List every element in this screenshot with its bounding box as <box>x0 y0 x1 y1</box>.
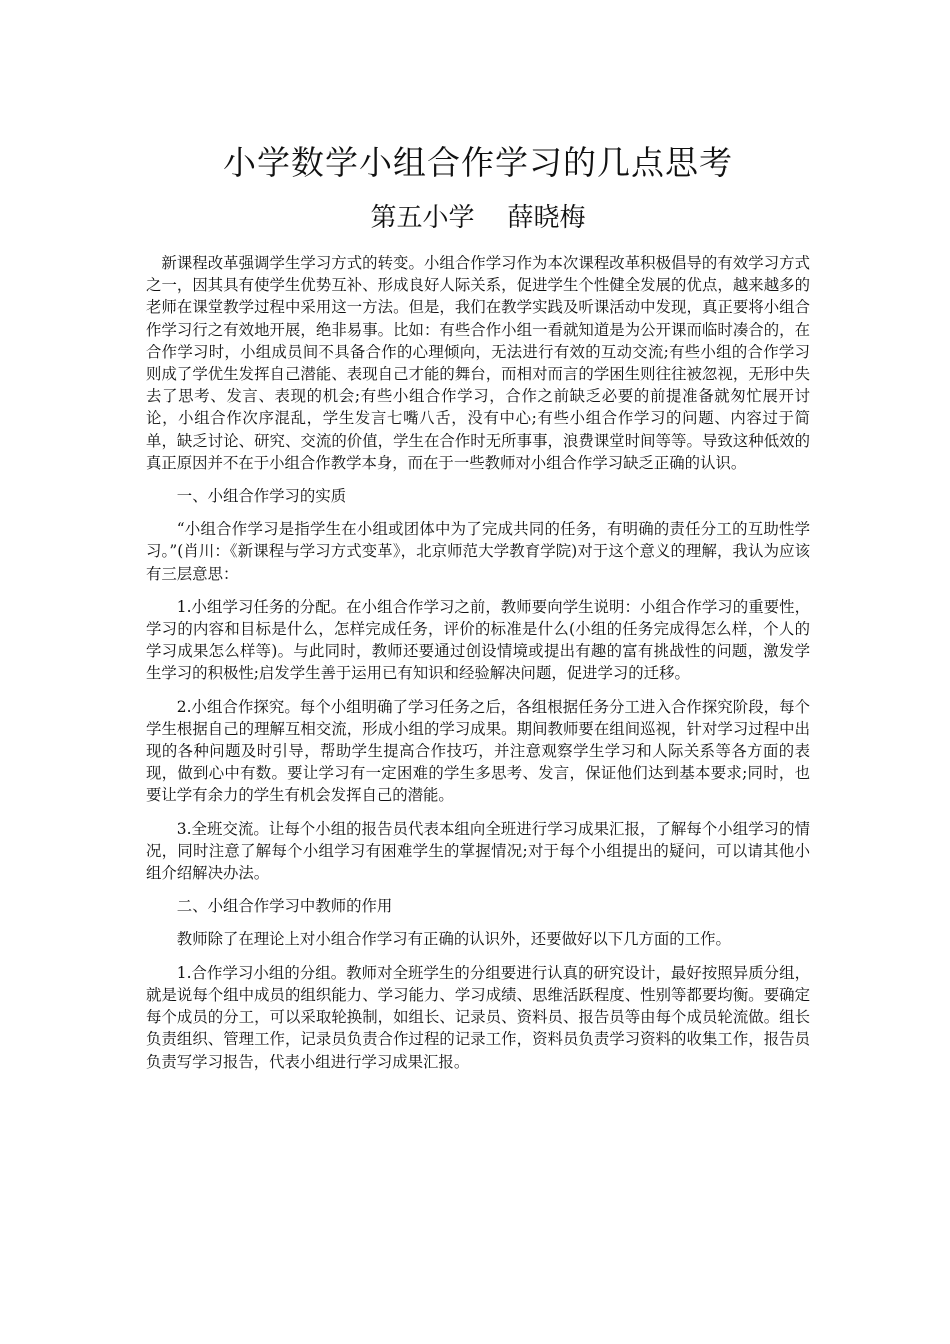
point-2-paragraph: 2.小组合作探究。每个小组明确了学习任务之后，各组根据任务分工进入合作探究阶段，每个学生根据自己的理解互相交流，形成小组的学习成果。期间教师要在组间巡视，针对学习过程中出现的各种问题及时引导，帮助学生提高合作技巧，并注意观察学生学习和人际关系等各方面的表现，做到心中有数。要让学习有一定困难的学生多思考、发言，保证他们达到基本要求;同时，也要让学有余力的学生有机会发挥自己的潜能。 <box>146 697 810 805</box>
point-3-paragraph: 3.全班交流。让每个小组的报告员代表本组向全班进行学习成果汇报，了解每个小组学习的情况，同时注意了解每个小组学习有困难学生的掌握情况;对于每个小组提出的疑问，可以请其他小组介绍解决办法。 <box>146 819 810 883</box>
grouping-paragraph: 1.合作学习小组的分组。教师对全班学生的分组要进行认真的研究设计，最好按照异质分组，就是说每个组中成员的组织能力、学习能力、学习成绩、思维活跃程度、性别等都要均衡。要确定每个成员的分工，可以采取轮换制，如组长、记录员、资料员、报告员等由每个成员轮流做。组长负责组织、管理工作，记录员负责合作过程的记录工作，资料员负责学习资料的收集工作，报告员负责写学习报告，代表小组进行学习成果汇报。 <box>146 963 810 1071</box>
section-heading-2: 二、小组合作学习中教师的作用 <box>176 897 393 916</box>
definition-paragraph: “小组合作学习是指学生在小组或团体中为了完成共同的任务，有明确的责任分工的互助性学习。”(肖川：《新课程与学习方式变革》，北京师范大学教育学院)对于这个意义的理解，我认为应该有三层意思： <box>146 520 810 583</box>
author-line: 第五小学 薛晓梅 <box>370 203 586 233</box>
document-page <box>146 138 810 1084</box>
document-title: 小学数学小组合作学习的几点思考 <box>223 143 733 182</box>
teacher-role-intro: 教师除了在理论上对小组合作学习有正确的认识外，还要做好以下几方面的工作。 <box>176 930 731 949</box>
point-1-paragraph: 1.小组学习任务的分配。在小组合作学习之前，教师要向学生说明：小组合作学习的重要性，学习的内容和目标是什么，怎样完成任务，评价的标准是什么(小组的任务完成得怎么样，个人的学习成果怎么样等)。与此同时，教师还要通过创设情境或提出有趣的富有挑战性的问题，激发学生学习的积极性;启发学生善于运用已有知识和经验解决问题，促进学习的迁移。 <box>146 597 810 683</box>
intro-paragraph: 新课程改革强调学生学习方式的转变。小组合作学习作为本次课程改革积极倡导的有效学习方式之一，因其具有使学生优势互补、形成良好人际关系，促进学生个性健全发展的优点，越来越多的老师在课堂教学过程中采用这一方法。但是，我们在教学实践及听课活动中发现，真正要将小组合作学习行之有效地开展，绝非易事。比如：有些合作小组一看就知道是为公开课而临时凑合的，在合作学习时，小组成员间不具备合作的心理倾向，无法进行有效的互动交流;有些小组的合作学习则成了学优生发挥自己潜能、表现自己才能的舞台，而相对而言的学困生则往往被忽视，无形中失去了思考、发言、表现的机会;有些小组合作学习，合作之前缺乏必要的前提准备就匆忙展开讨论，小组合作次序混乱，学生发言七嘴八舌，没有中心;有些小组合作学习的问题、内容过于简单，缺乏讨论、研究、交流的价值，学生在合作时无所事事，浪费课堂时间等等。导致这种低效的真正原因并不在于小组合作教学本身，而在于一些教师对小组合作学习缺乏正确的认识。 <box>146 254 810 472</box>
section-heading-1: 一、小组合作学习的实质 <box>176 487 347 506</box>
